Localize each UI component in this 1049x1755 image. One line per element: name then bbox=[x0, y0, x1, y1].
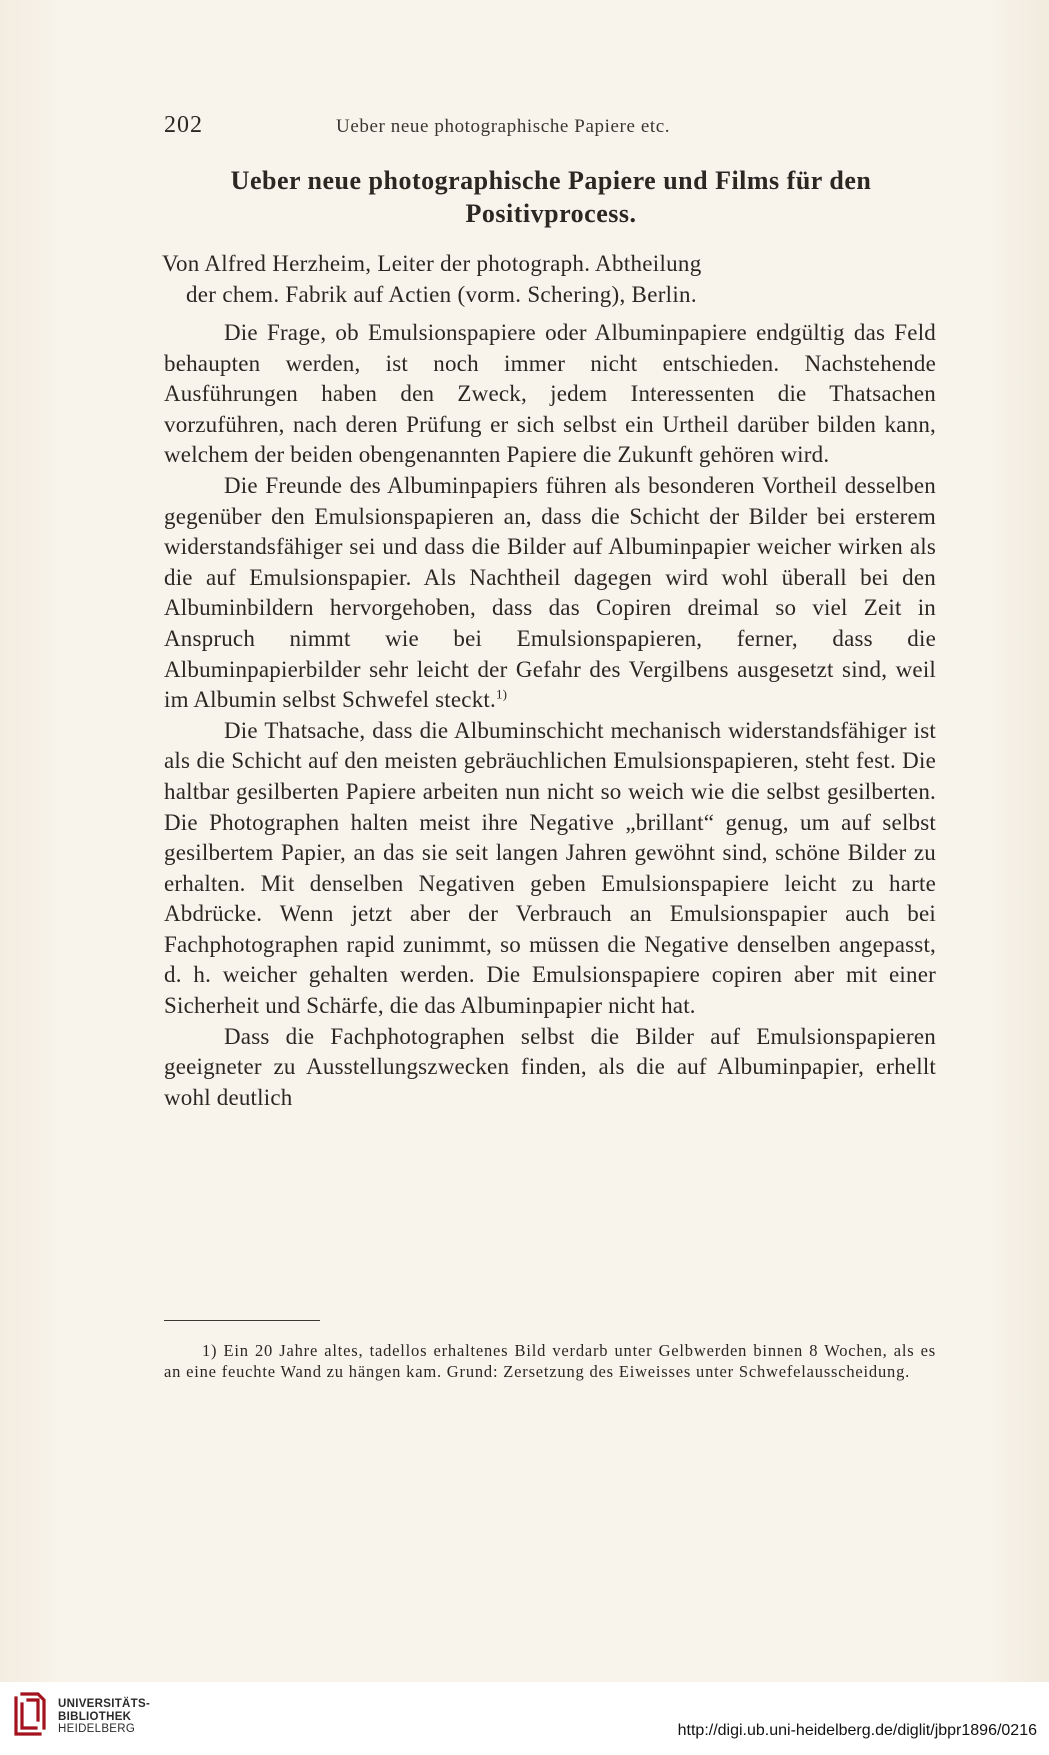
paragraph-2 bbox=[164, 471, 936, 716]
library-name-line-2: BIBLIOTHEK bbox=[58, 1710, 132, 1723]
footnote bbox=[164, 1340, 936, 1382]
footer-bar bbox=[0, 1682, 1049, 1755]
library-name-line-1: UNIVERSITÄTS- bbox=[58, 1698, 151, 1710]
paragraph-3: Die Thatsache, dass die Albuminschicht mechanisch widerstandsfähiger ist als die Schicht auf den meisten gebräuchlichen Emulsionspapieren, steht fest. Die haltbar gesilberten Papiere arbeiten nun nicht so weich wie die selbst gesilberten. Die Photographen halten meist ihre Negative „brillant“ genug, um auf selbst gesilbertem Papier, an das sie seit langen Jahren gewöhnt sind, schöne Bilder zu erhalten. Mit denselben Negativen geben Emulsionspapiere leicht zu harte Abdrücke. Wenn jetzt aber der Verbrauch an Emulsionspapier auch bei Fachphotographen rapid zunimmt, so müssen die Negative denselben angepasst, d. h. weicher gehalten werden. Die Emulsionspapiere copiren aber mit einer Sicherheit und Schärfe, die das Albuminpapier nicht hat. bbox=[164, 717, 936, 1019]
library-name-line-3: HEIDELBERG bbox=[58, 1723, 136, 1735]
permalink-url[interactable]: http://digi.ub.uni-heidelberg.de/diglit/jbpr1896/0216 bbox=[677, 1722, 1037, 1739]
library-name bbox=[58, 1698, 150, 1736]
running-head bbox=[164, 112, 764, 142]
article-body bbox=[164, 318, 936, 1113]
ub-heidelberg-logo-icon bbox=[10, 1690, 48, 1742]
author-line-1: Von Alfred Herzheim, Leiter der photograph. Abtheilung bbox=[162, 251, 702, 276]
paragraph-4: Dass die Fachphotographen selbst die Bilder auf Emulsionspapieren geeigneter zu Ausstellungszwecken finden, als die auf Albuminpapier, erhellt wohl deutlich bbox=[164, 1023, 936, 1110]
footnote-divider bbox=[164, 1320, 320, 1321]
running-title: Ueber neue photographische Papiere etc. bbox=[336, 116, 671, 137]
article-title: Ueber neue photographische Papiere und Films für den Positivprocess. bbox=[230, 166, 872, 228]
paragraph-1: Die Frage, ob Emulsionspapiere oder Albuminpapiere endgültig das Feld behaupten werden, ist noch immer nicht entschieden. Nachstehende Ausführungen haben den Zweck, jedem Interessenten die Thatsachen vorzuführen, nach deren Prüfung er sich selbst ein Urtheil darüber bilden kann, welchem der beiden obengenannten Papiere die Zukunft gehören wird. bbox=[164, 320, 936, 468]
paragraph-2-text: Die Freunde des Albuminpapiers führen als besonderen Vortheil desselben gegenüber den Emulsionspapieren an, dass die Schicht der Bilder bei ersterem widerstandsfähiger sei und dass die Bilder auf Albuminpapier weicher wirken als die auf Emulsionspapier. Als Nachtheil dagegen wird wohl überall bei den Albuminbildern hervorgehoben, dass das Copiren dreimal so viel Zeit in Anspruch nimmt wie bei Emulsionspapieren, ferner, dass die Albuminpapierbilder sehr leicht der Gefahr des Vergilbens ausgesetzt sind, weil im Albumin selbst Schwefel steckt. bbox=[164, 472, 936, 713]
footnote-text: 1) Ein 20 Jahre altes, tadellos erhaltenes Bild verdarb unter Gelbwerden binnen 8 Wochen, als es an eine feuchte Wand zu hängen kam. Grund: Zersetzung des Eiweisses unter Schwefelausscheidung. bbox=[164, 1341, 936, 1381]
author-line-2: der chem. Fabrik auf Actien (vorm. Schering), Berlin. bbox=[186, 282, 697, 307]
footnote-reference[interactable]: 1) bbox=[495, 686, 508, 702]
page-number: 202 bbox=[164, 112, 203, 138]
article-author bbox=[162, 248, 942, 310]
